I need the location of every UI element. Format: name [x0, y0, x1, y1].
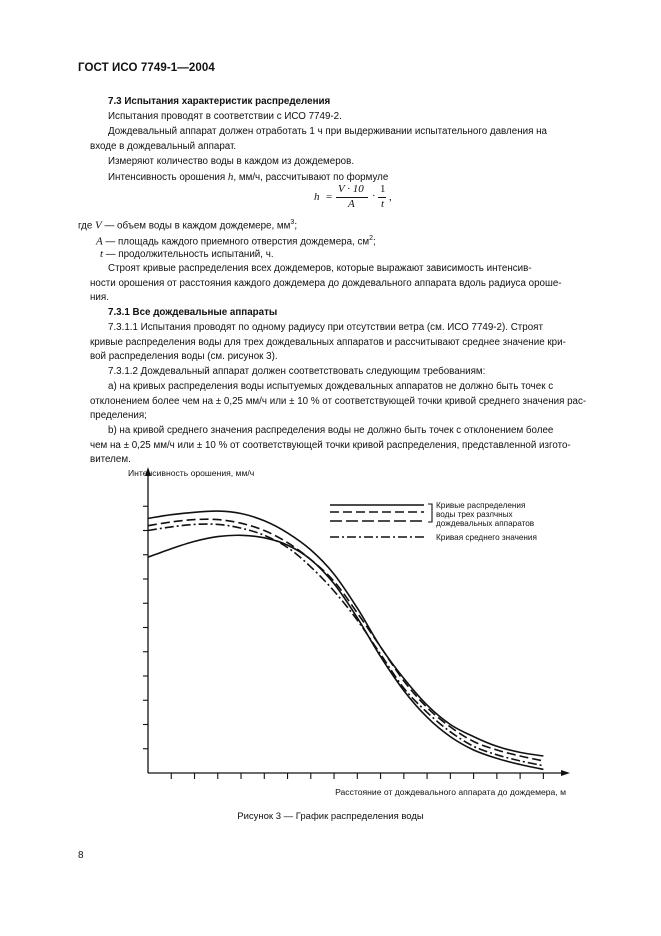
page-number: 8 [78, 850, 84, 861]
legend-label-mean: Кривая среднего значения [436, 533, 537, 542]
definition: t — продолжительность испытаний, ч. [100, 248, 274, 260]
definition: где V — объем воды в каждом дождемере, $мм^3$; [78, 219, 298, 232]
list-item: вителем. [90, 454, 131, 465]
paragraph: Испытания проводят в соответствии с ИСО 7749-2. [108, 111, 342, 122]
list-item: b) на кривой среднего значения распределения воды не должно быть точек с отклонением более [108, 425, 554, 436]
figure-caption: Рисунок 3 — График распределения воды [237, 811, 424, 822]
series-line-4 [148, 535, 543, 769]
chart-lines [148, 511, 543, 769]
legend-label: воды трех разлчных [436, 510, 513, 519]
paragraph: Строят кривые распределения всех дождемеров, которые выражают зависимость интенсив- [108, 263, 532, 274]
formula-denominator: A [348, 198, 355, 210]
x-axis-arrow [561, 770, 570, 776]
list-item: отклонением более чем на ± 0,25 мм/ч или ± 10 % от соответствующей точки кривой среднего значения рас- [90, 396, 587, 407]
series-line-2 [148, 519, 543, 761]
list-item: чем на ± 0,25 мм/ч или ± 10 % от соответствующей точки кривой распределения, представленной изгото- [90, 440, 571, 451]
series-line-3 [148, 524, 543, 766]
y-axis-label: Интенсивность орошения, мм/ч [128, 468, 255, 478]
paragraph: Измеряют количество воды в каждом из дождемеров. [108, 156, 355, 167]
paragraph: ности орошения от расстояния каждого дождемера до дождевального аппарата вдоль радиуса ороше- [90, 278, 562, 289]
formula: h = V · 10 A · 1 t , [314, 183, 392, 210]
chart-legend [330, 501, 537, 542]
paragraph: Интенсивность орошения h, мм/ч, рассчитывают по формуле [108, 171, 389, 183]
paragraph: 7.3.1.2 Дождевальный аппарат должен соответствовать следующим требованиям: [108, 366, 486, 377]
definition: A — площадь каждого приемного отверстия дождемера, $см^2$; [96, 235, 376, 248]
formula-numerator: V · 10 [338, 183, 364, 195]
list-item: пределения; [90, 410, 147, 421]
document-header: ГОСТ ИСО 7749-1—2004 [78, 62, 215, 74]
legend-label: Кривые распределения [436, 501, 526, 510]
subsection-heading: 7.3.1 Все дождевальные аппараты [108, 307, 278, 318]
variable: h [227, 171, 234, 183]
paragraph: 7.3.1.1 Испытания проводят по одному радиусу при отсутствии ветра (см. ИСО 7749-2). Строят [108, 322, 543, 333]
series-line-1 [148, 511, 543, 756]
legend-label: дождевальных аппаратов [436, 519, 535, 528]
distribution-chart [0, 460, 661, 805]
list-item: а) на кривых распределения воды испытуемых дождевальных аппаратов не должно быть точек с [108, 381, 554, 392]
x-axis-label: Расстояние от дождевального аппарата до дождемера, м [335, 787, 566, 797]
paragraph: вой распределения воды (см. рисунок 3). [90, 351, 278, 362]
paragraph: кривые распределения воды для трех дождевальных аппаратов и рассчитывают среднее значение кри- [90, 337, 566, 348]
legend-bracket [428, 504, 432, 522]
paragraph: входе в дождевальный аппарат. [90, 141, 237, 152]
paragraph: ния. [90, 292, 109, 303]
section-heading: 7.3 Испытания характеристик распределения [108, 96, 331, 107]
paragraph: Дождевальный аппарат должен отработать 1 ч при выдерживании испытательного давления на [108, 126, 547, 137]
